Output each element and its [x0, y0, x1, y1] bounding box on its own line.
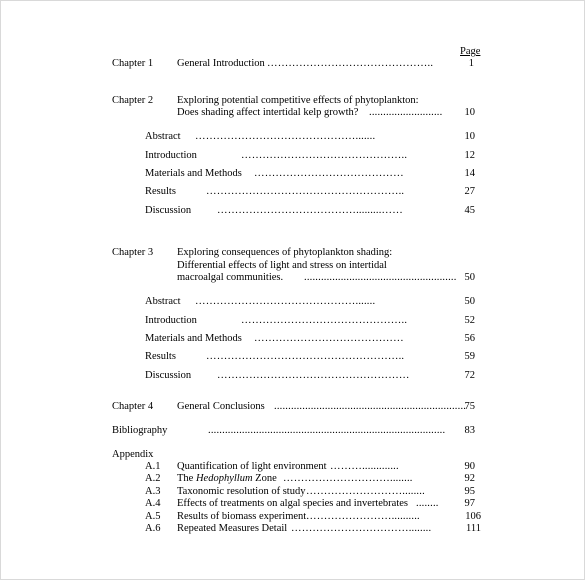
chapter-label: Chapter 3 [112, 247, 154, 258]
page-number: 27 [464, 186, 475, 197]
page-number: 14 [464, 168, 475, 179]
appendix-label: Appendix [112, 449, 154, 460]
toc-leader-dots: ………............. [330, 461, 399, 472]
page-number: 106 [465, 511, 481, 522]
toc-leader-dots: ……………………………………….. [241, 150, 408, 161]
page-number: 52 [464, 315, 475, 326]
chapter-title: General Introduction [177, 58, 265, 69]
appendix-code: A.6 [145, 523, 161, 534]
bibliography-label: Bibliography [112, 425, 168, 436]
toc-leader-dots: .......................... [369, 107, 443, 118]
chapter-title-line: Does shading affect intertidal kelp growth? [177, 107, 359, 118]
toc-leader-dots: …………………………........ [283, 473, 413, 484]
chapter-label: Chapter 4 [112, 401, 154, 412]
appendix-title: Effects of treatments on algal species and invertebrates [177, 498, 409, 509]
toc-leader-dots: ……………………………………….. [267, 58, 434, 69]
page-number: 50 [464, 296, 475, 307]
page-number: 50 [464, 272, 475, 283]
section-label: Discussion [145, 370, 192, 381]
toc-leader-dots: .................................................................................... [208, 425, 446, 436]
page-number: 90 [464, 461, 475, 472]
appendix-code: A.5 [145, 511, 161, 522]
page-number: 75 [464, 401, 475, 412]
page-number: 97 [464, 498, 475, 509]
toc-leader-dots: ……………………………………….. [241, 315, 408, 326]
page-number: 1 [468, 58, 474, 69]
section-label: Abstract [145, 131, 181, 142]
toc-leader-dots: .................................................................... [274, 401, 467, 412]
page-number: 72 [464, 370, 475, 381]
appendix-title: Taxonomic resolution of study [177, 486, 306, 497]
page-number: 92 [464, 473, 475, 484]
section-label: Results [145, 186, 176, 197]
toc-leader-dots: ………………………………………....... [195, 296, 376, 307]
toc-leader-dots: ……………………………………………… [217, 370, 410, 381]
appendix-code: A.4 [145, 498, 161, 509]
appendix-code: A.2 [145, 473, 161, 484]
toc-leader-dots: …………………………………… [254, 168, 404, 179]
chapter-title-line: Exploring consequences of phytoplankton shading: [177, 247, 393, 258]
toc-leader-dots: …………………………………… [254, 333, 404, 344]
appendix-title: Repeated Measures Detail [177, 523, 288, 534]
toc-leader-dots: ………………………........ [306, 486, 425, 497]
species-name-italic: Hedophyllum [195, 473, 253, 484]
chapter-title: General Conclusions [177, 401, 265, 412]
appendix-code: A.3 [145, 486, 161, 497]
section-label: Results [145, 351, 176, 362]
toc-leader-dots: ……………………………………………….. [206, 351, 405, 362]
toc-leader-dots: ........ [416, 498, 439, 509]
chapter-title-line: Exploring potential competitive effects of phytoplankton: [177, 95, 419, 106]
appendix-title: Results of biomass experiment [177, 511, 307, 522]
page-number: 56 [464, 333, 475, 344]
section-label: Introduction [145, 150, 197, 161]
toc-leader-dots: ...................................................... [304, 272, 457, 283]
section-label: Materials and Methods [145, 333, 242, 344]
toc-leader-dots: ……………………………........ [291, 523, 432, 534]
section-label: Abstract [145, 296, 181, 307]
page-column-header: Page [460, 46, 481, 57]
chapter-title-line: macroalgal communities. [177, 272, 284, 283]
page-number: 95 [464, 486, 475, 497]
page-number: 12 [464, 150, 475, 161]
section-label: Introduction [145, 315, 197, 326]
chapter-label: Chapter 1 [112, 58, 154, 69]
toc-leader-dots: ………………………………………....... [195, 131, 376, 142]
chapter-label: Chapter 2 [112, 95, 154, 106]
page-number: 111 [466, 523, 481, 534]
appendix-title: Quantification of light environment [177, 461, 327, 472]
toc-leader-dots: ………………………………….........…… [217, 205, 403, 216]
toc-leader-dots: ……………………………………………….. [206, 186, 405, 197]
page-number: 59 [464, 351, 475, 362]
appendix-title: The Hedophyllum Zone [177, 473, 277, 484]
section-label: Discussion [145, 205, 192, 216]
section-label: Materials and Methods [145, 168, 242, 179]
page-number: 83 [464, 425, 475, 436]
chapter-title-line: Differential effects of light and stress on intertidal [177, 260, 387, 271]
page-number: 10 [464, 107, 475, 118]
page-number: 45 [464, 205, 475, 216]
page-number: 10 [464, 131, 475, 142]
appendix-code: A.1 [145, 461, 161, 472]
toc-leader-dots: …………………….......... [306, 511, 420, 522]
